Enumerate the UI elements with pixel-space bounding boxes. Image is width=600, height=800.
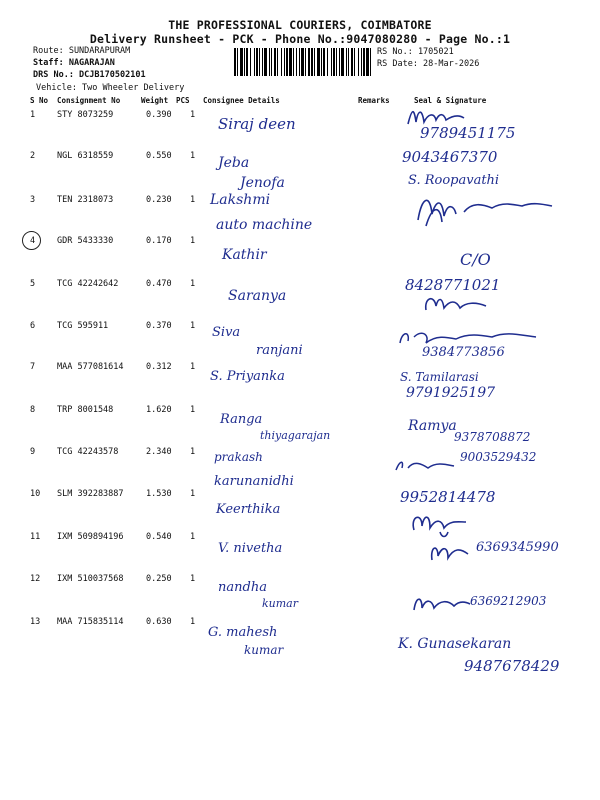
consignee-name: Keerthika [216, 502, 281, 517]
signature-phone: 9378708872 [454, 430, 531, 444]
row-weight: 0.630 [146, 617, 172, 627]
consignee-name: prakash [214, 450, 263, 464]
row-sno: 1 [30, 110, 36, 120]
signature-phone: 9003529432 [460, 450, 537, 464]
row-weight: 0.470 [146, 279, 172, 289]
consignee-name-line2: Jenofa [240, 175, 285, 191]
consignee-name: nandha [218, 580, 267, 595]
row-consignment: TCG 595911 [57, 321, 109, 331]
signature-scribble [392, 456, 458, 476]
row-weight: 0.390 [146, 110, 172, 120]
col-weight: Weight [141, 96, 169, 105]
consignee-name-line2: ranjani [256, 343, 303, 358]
rs-number: RS No.: 1705021 [377, 47, 454, 57]
row-weight: 0.230 [146, 195, 172, 205]
row-pcs: 1 [190, 279, 196, 289]
vehicle-label: Vehicle: Two Wheeler Delivery [36, 83, 185, 93]
signature-name: Ramya [408, 418, 457, 434]
row-weight: 0.312 [146, 362, 172, 372]
row-pcs: 1 [190, 321, 196, 331]
row-pcs: 1 [190, 195, 196, 205]
col-consignment: Consignment No [57, 96, 121, 105]
rs-date: RS Date: 28-Mar-2026 [377, 59, 480, 69]
company-title: THE PROFESSIONAL COURIERS, COIMBATORE [168, 18, 432, 32]
signature-phone: 6369212903 [470, 594, 547, 608]
row-sno: 4 [30, 236, 36, 246]
row-sno: 13 [30, 617, 41, 627]
row-sno: 7 [30, 362, 36, 372]
row-pcs: 1 [190, 532, 196, 542]
row-pcs: 1 [190, 574, 196, 584]
row-pcs: 1 [190, 405, 196, 415]
consignee-name-line2: kumar [244, 643, 284, 657]
signature-scribble [412, 192, 572, 234]
drs-number: DRS No.: DCJB170502101 [33, 70, 146, 80]
row-sno: 6 [30, 321, 36, 331]
signature-phone: 9487678429 [464, 657, 560, 675]
row-sno: 11 [30, 532, 41, 542]
consignee-name: Saranya [228, 288, 287, 304]
row-sno: 9 [30, 447, 36, 457]
consignee-name-line2: kumar [262, 597, 298, 610]
row-consignment: TEN 2318073 [57, 195, 114, 205]
row-weight: 0.540 [146, 532, 172, 542]
signature-phone: 8428771021 [405, 276, 501, 294]
row-pcs: 1 [190, 151, 196, 161]
consignee-name: V. nivetha [218, 541, 283, 556]
consignee-name: Ranga [220, 412, 263, 427]
row-pcs: 1 [190, 110, 196, 120]
consignee-name-line2: karunanidhi [214, 474, 294, 489]
col-pcs: PCS [176, 96, 190, 105]
consignee-name: Siraj deen [218, 115, 296, 133]
col-remarks: Remarks [358, 96, 390, 105]
row-sno: 3 [30, 195, 36, 205]
row-consignment: IXM 509894196 [57, 532, 124, 542]
row-consignment: TRP 8001548 [57, 405, 114, 415]
row-weight: 0.250 [146, 574, 172, 584]
signature-phone: 9384773856 [422, 345, 505, 360]
row-consignment: GDR 5433330 [57, 236, 114, 246]
row-weight: 1.620 [146, 405, 172, 415]
consignee-name: Siva [212, 325, 241, 340]
signature-name: K. Gunasekaran [398, 636, 512, 652]
staff-label: Staff: NAGARAJAN [33, 58, 115, 68]
row-pcs: 1 [190, 362, 196, 372]
row-weight: 0.550 [146, 151, 172, 161]
row-sno: 5 [30, 279, 36, 289]
row-sno: 12 [30, 574, 41, 584]
row-consignment: TCG 42242642 [57, 279, 119, 289]
row-consignment: TCG 42243578 [57, 447, 119, 457]
consignee-name: Kathir [222, 247, 267, 263]
consignee-name-line2: thiyagarajan [260, 429, 331, 442]
consignee-name-line2: auto machine [216, 217, 313, 233]
row-pcs: 1 [190, 617, 196, 627]
row-consignment: NGL 6318559 [57, 151, 114, 161]
row-pcs: 1 [190, 447, 196, 457]
signature-scribble [410, 508, 470, 538]
row-pcs: 1 [190, 236, 196, 246]
signature-phone: 9952814478 [400, 488, 496, 506]
consignee-name: Lakshmi [210, 192, 271, 208]
signature-note: C/O [460, 250, 491, 269]
row-consignment: IXM 510037568 [57, 574, 124, 584]
col-consignee: Consignee Details [203, 96, 280, 105]
consignee-name: Jeba [218, 155, 250, 171]
signature-scribble [420, 292, 490, 318]
col-sno: S No [30, 96, 49, 105]
signature-phone: 6369345990 [476, 540, 559, 555]
route-label: Route: SUNDARAPURAM [33, 46, 131, 56]
consignee-name: G. mahesh [208, 625, 278, 640]
runsheet-subtitle: Delivery Runsheet - PCK - Phone No.:9047080280 - Page No.:1 [89, 32, 511, 46]
row-weight: 1.530 [146, 489, 172, 499]
row-pcs: 1 [190, 489, 196, 499]
barcode-image [234, 48, 371, 76]
col-seal: Seal & Signature [414, 96, 487, 105]
row-consignment: MAA 577081614 [57, 362, 124, 372]
row-weight: 0.370 [146, 321, 172, 331]
row-consignment: STY 8073259 [57, 110, 114, 120]
signature-name: S. Tamilarasi [400, 370, 479, 384]
row-weight: 2.340 [146, 447, 172, 457]
signature-phone: 9789451175 [420, 124, 516, 142]
consignee-name: S. Priyanka [210, 369, 285, 384]
row-weight: 0.170 [146, 236, 172, 246]
row-consignment: MAA 715835114 [57, 617, 124, 627]
signature-scribble [428, 540, 474, 566]
signature-phone: 9791925197 [406, 385, 496, 401]
row-consignment: SLM 392283887 [57, 489, 124, 499]
row-sno: 10 [30, 489, 41, 499]
signature-phone: 9043467370 [402, 148, 498, 166]
signature-scribble [410, 592, 472, 614]
row-sno: 2 [30, 151, 36, 161]
signature-name: S. Roopavathi [408, 173, 500, 188]
row-sno: 8 [30, 405, 36, 415]
